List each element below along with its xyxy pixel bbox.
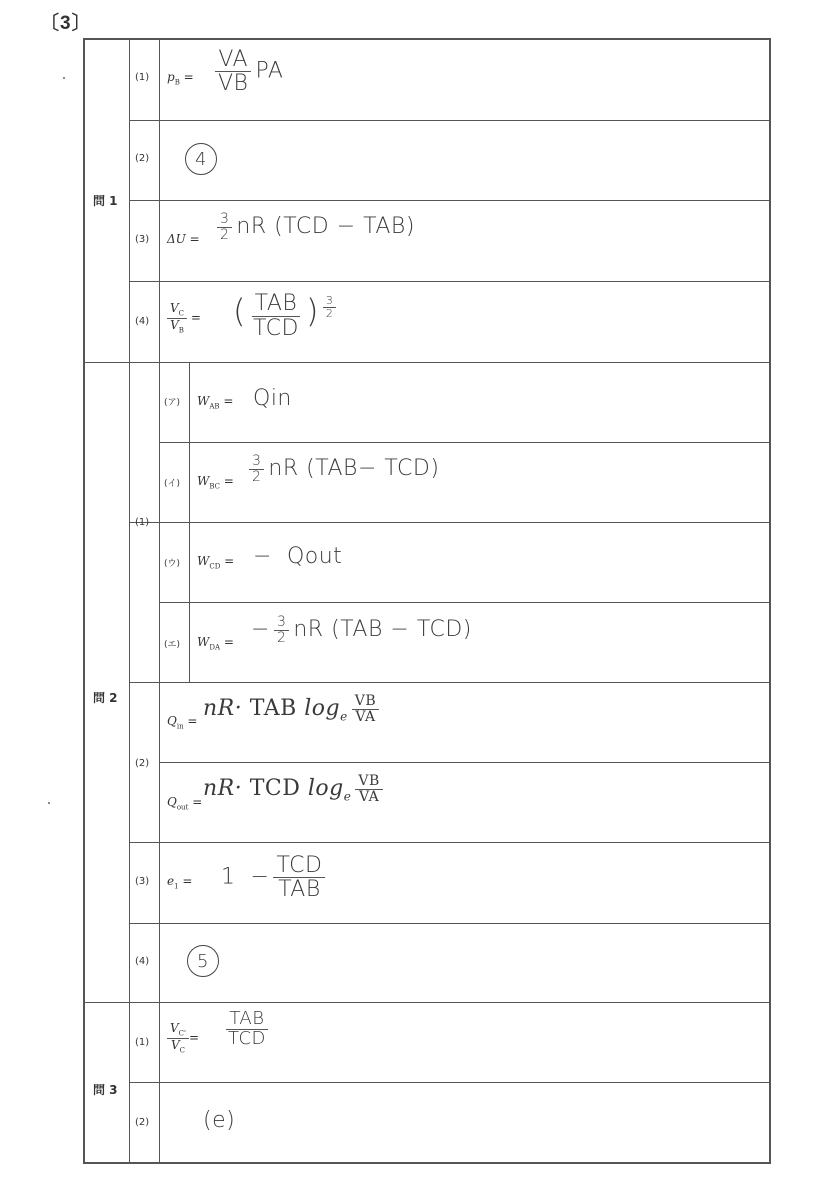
answer-3-2: (e): [203, 1108, 236, 1133]
item-number: (1): [135, 1037, 150, 1048]
answer-2-2-qout: nR· TCD $\log_e$ $\frac{VB}{VA}$: [203, 774, 387, 804]
row-divider: [159, 762, 769, 763]
row-divider: [129, 682, 769, 683]
row-divider: [159, 602, 769, 603]
item-number: (1): [135, 517, 150, 528]
sub-item-label: (エ): [164, 640, 181, 650]
question-3-label: 問 3: [93, 1083, 118, 1097]
equation-lhs: $W_{BC}$ =: [197, 474, 234, 491]
row-divider: [129, 842, 769, 843]
answer-sheet: [83, 38, 771, 1164]
answer-2-1-u: − Qout: [253, 544, 343, 569]
equation-lhs: $W_{AB}$ =: [197, 394, 234, 411]
scan-speck: [63, 77, 65, 79]
answer-2-2-qin: nR· TAB $\log_e$ $\frac{VB}{VA}$: [203, 694, 383, 724]
sub-item-label: (ウ): [164, 559, 181, 569]
item-number: (2): [135, 758, 150, 769]
row-divider: [129, 923, 769, 924]
problem-number-heading: 〔3〕: [40, 13, 92, 34]
item-number: (3): [135, 234, 150, 245]
section-divider: [85, 1002, 769, 1003]
item-number: (3): [135, 876, 150, 887]
row-divider: [129, 1082, 769, 1083]
answer-1-1: $\frac{VA}{VB}$ PA: [211, 48, 283, 95]
row-divider: [129, 522, 769, 523]
answer-2-4: 5: [187, 945, 219, 977]
column-divider: [129, 40, 130, 1162]
equation-lhs: ΔU =: [167, 232, 200, 246]
row-divider: [129, 200, 769, 201]
equation-lhs: $p_B$ =: [167, 70, 194, 87]
answer-1-3: $\frac{3}{2}$ nR (TCD − TAB): [213, 212, 415, 242]
answer-2-1-i: $\frac{3}{2}$ nR (TAB− TCD): [245, 454, 439, 484]
section-divider: [85, 362, 769, 363]
answer-3-1: $\frac{\text{TAB}}{\text{TCD}}$: [228, 1008, 266, 1049]
equation-lhs: $\frac{V_{C'}}{V_C}$ =: [167, 1022, 199, 1054]
item-number: (4): [135, 956, 150, 967]
scan-speck: [48, 802, 50, 804]
equation-lhs: $W_{DA}$ =: [197, 635, 234, 652]
item-number: (2): [135, 153, 150, 164]
answer-2-1-e: − $\frac{3}{2}$ nR (TAB − TCD): [251, 614, 472, 646]
item-number: (2): [135, 1117, 150, 1128]
answer-1-2: 4: [185, 143, 217, 175]
row-divider: [129, 281, 769, 282]
item-number: (4): [135, 316, 150, 327]
equation-lhs: $Q_{in}$ =: [167, 714, 198, 731]
sub-item-label: (イ): [164, 479, 181, 489]
answer-2-1-a: Qin: [253, 386, 292, 411]
answer-2-3: 1 − $\frac{\text{TCD}}{\text{TAB}}$: [221, 854, 329, 901]
question-1-label: 問 1: [93, 194, 118, 208]
equation-lhs: $W_{CD}$ =: [197, 554, 235, 571]
equation-lhs: $\frac{V_C}{V_B}$ =: [167, 302, 201, 334]
row-divider: [129, 120, 769, 121]
row-divider: [159, 442, 769, 443]
column-divider: [159, 40, 160, 1162]
equation-lhs: $Q_{out}$ =: [167, 795, 203, 812]
sub-item-label: (ア): [164, 398, 181, 408]
item-number: (1): [135, 72, 150, 83]
equation-lhs: $e_1$ =: [167, 874, 193, 891]
answer-1-4: ( $\frac{\text{TAB}}{\text{TCD}}$ ) $\frac{3}{2}$: [233, 292, 340, 340]
question-2-label: 問 2: [93, 691, 118, 705]
